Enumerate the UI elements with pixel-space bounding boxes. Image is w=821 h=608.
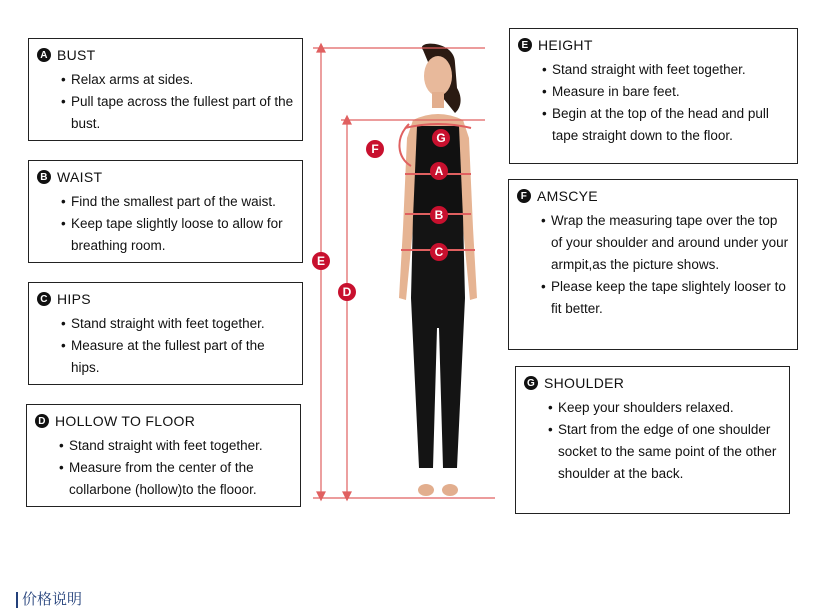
- list-item: • Keep tape slightly loose to allow for breathing room.: [61, 213, 294, 257]
- letter-c-badge: C: [37, 292, 51, 306]
- list-item: • Begin at the top of the head and pull tape straight down to the floor.: [542, 103, 789, 147]
- letter-f-badge: F: [517, 189, 531, 203]
- svg-text:E: E: [316, 254, 326, 268]
- hips-box: [28, 282, 303, 385]
- waist-list: [37, 191, 294, 257]
- svg-text:G: G: [436, 131, 446, 145]
- waist-title: WAIST: [57, 169, 103, 185]
- list-item: • Pull tape across the fullest part of the bust.: [61, 91, 294, 135]
- letter-d-badge: D: [35, 414, 49, 428]
- list-item: • Relax arms at sides.: [61, 69, 294, 91]
- letter-e-badge: E: [518, 38, 532, 52]
- list-item: • Start from the edge of one shoulder socket to the same point of the other shoulder at the back.: [548, 419, 781, 485]
- bust-title: BUST: [57, 47, 96, 63]
- amscye-title: AMSCYE: [537, 188, 598, 204]
- amscye-list: [517, 210, 789, 320]
- list-item: • Measure in bare feet.: [542, 81, 789, 103]
- list-item: • Stand straight with feet together.: [59, 435, 292, 457]
- amscye-box: [508, 179, 798, 350]
- marker-b: [430, 206, 448, 224]
- bust-list: [37, 69, 294, 135]
- list-item: • Keep your shoulders relaxed.: [548, 397, 781, 419]
- marker-c: [430, 243, 448, 261]
- height-list: [518, 59, 789, 147]
- shoulder-box: [515, 366, 790, 514]
- hollow-to-floor-list: [35, 435, 292, 501]
- list-item: • Stand straight with feet together.: [542, 59, 789, 81]
- list-item: • Stand straight with feet together.: [61, 313, 294, 335]
- marker-f: [366, 140, 384, 158]
- svg-text:A: A: [434, 164, 444, 178]
- marker-a: [430, 162, 448, 180]
- svg-text:F: F: [371, 142, 379, 156]
- marker-d: [338, 283, 356, 301]
- list-item: • Find the smallest part of the waist.: [61, 191, 294, 213]
- price-info-heading: 价格说明: [16, 592, 82, 608]
- marker-g: [432, 129, 450, 147]
- shoulder-list: [524, 397, 781, 485]
- list-item: • Wrap the measuring tape over the top of your shoulder and around under your armpit,as the picture shows.: [541, 210, 789, 276]
- list-item: • Measure from the center of the collarbone (hollow)to the flooor.: [59, 457, 292, 501]
- marker-e: [312, 252, 330, 270]
- height-box: [509, 28, 798, 164]
- model-silhouette: [399, 44, 477, 496]
- measurement-figure: [305, 28, 515, 508]
- letter-b-badge: B: [37, 170, 51, 184]
- waist-box: [28, 160, 303, 263]
- svg-text:C: C: [434, 245, 444, 259]
- hips-title: HIPS: [57, 291, 91, 307]
- svg-text:B: B: [434, 208, 444, 222]
- list-item: • Please keep the tape slightely looser to fit better.: [541, 276, 789, 320]
- svg-text:D: D: [342, 285, 352, 299]
- shoulder-title: SHOULDER: [544, 375, 625, 391]
- hollow-to-floor-box: [26, 404, 301, 507]
- hips-list: [37, 313, 294, 379]
- list-item: • Measure at the fullest part of the hips.: [61, 335, 294, 379]
- bust-box: [28, 38, 303, 141]
- height-title: HEIGHT: [538, 37, 593, 53]
- letter-g-badge: G: [524, 376, 538, 390]
- letter-a-badge: A: [37, 48, 51, 62]
- hollow-to-floor-title: HOLLOW TO FLOOR: [55, 413, 196, 429]
